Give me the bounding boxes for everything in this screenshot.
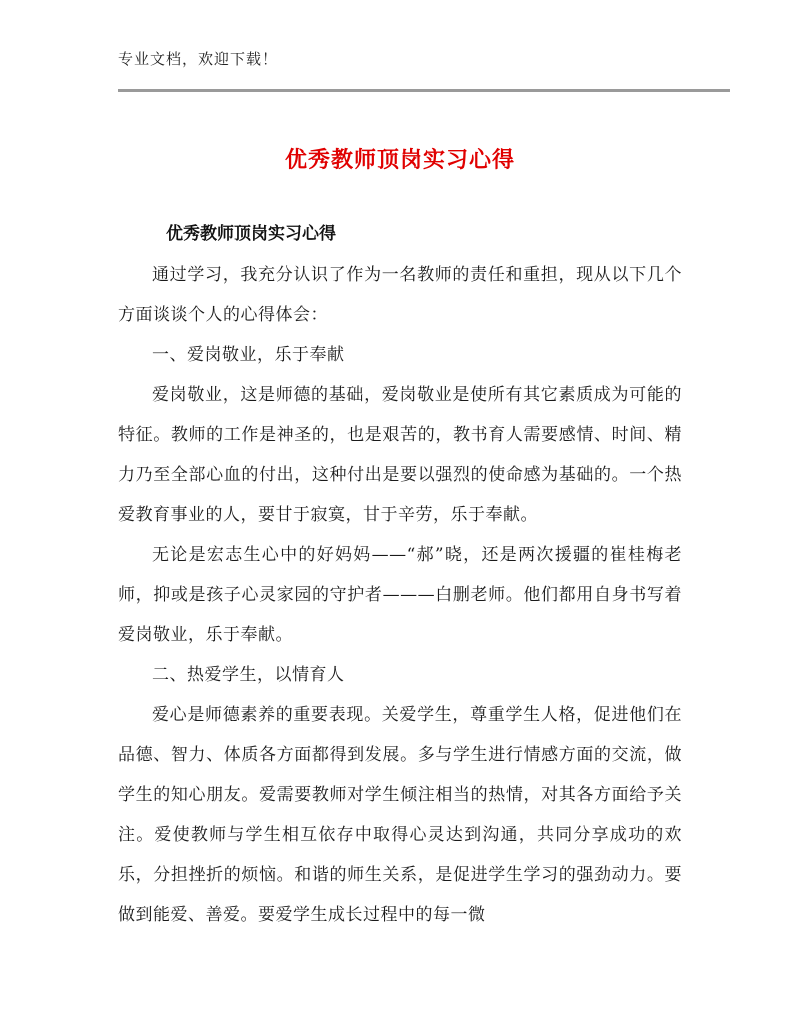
document-body — [118, 213, 682, 935]
page-header-text: 专业文档，欢迎下载！ — [118, 50, 279, 68]
document-subtitle: 优秀教师顶岗实习心得 — [166, 224, 336, 244]
document-title: 优秀教师顶岗实习心得 — [284, 148, 515, 173]
section-heading-1: 一、爱岗敬业，乐于奉献 — [152, 345, 345, 365]
paragraph-section-1-body: 爱岗敬业，这是师德的基础，爱岗敬业是使所有其它素质成为可能的特征。教师的工作是神圣的，也是艰苦的，教书育人需要感情、时间、精力乃至全部心血的付出，这种付出是要以强烈的使命感为基础的。一个热爱教育事业的人，要甘于寂寞，甘于辛劳，乐于奉献。 — [118, 385, 682, 525]
paragraph-intro: 通过学习，我充分认识了作为一名教师的责任和重担，现从以下几个方面谈谈个人的心得体会： — [118, 265, 682, 325]
paragraph-section-1-examples: 无论是宏志生心中的好妈妈——“郝”晓，还是两次援疆的崔桂梅老师，抑或是孩子心灵家园的守护者———白删老师。他们都用自身书写着爱岗敬业，乐于奉献。 — [118, 545, 682, 645]
header-divider — [118, 89, 730, 92]
section-heading-2: 二、热爱学生，以情育人 — [152, 665, 345, 685]
paragraph-section-2-body: 爱心是师德素养的重要表现。关爱学生，尊重学生人格，促进他们在品德、智力、体质各方面都得到发展。多与学生进行情感方面的交流，做学生的知心朋友。爱需要教师对学生倾注相当的热情，对其各方面给予关注。爱使教师与学生相互依存中取得心灵达到沟通，共同分享成功的欢乐，分担挫折的烦恼。和谐的师生关系，是促进学生学习的强劲动力。要做到能爱、善爱。要爱学生成长过程中的每一微 — [118, 705, 682, 925]
